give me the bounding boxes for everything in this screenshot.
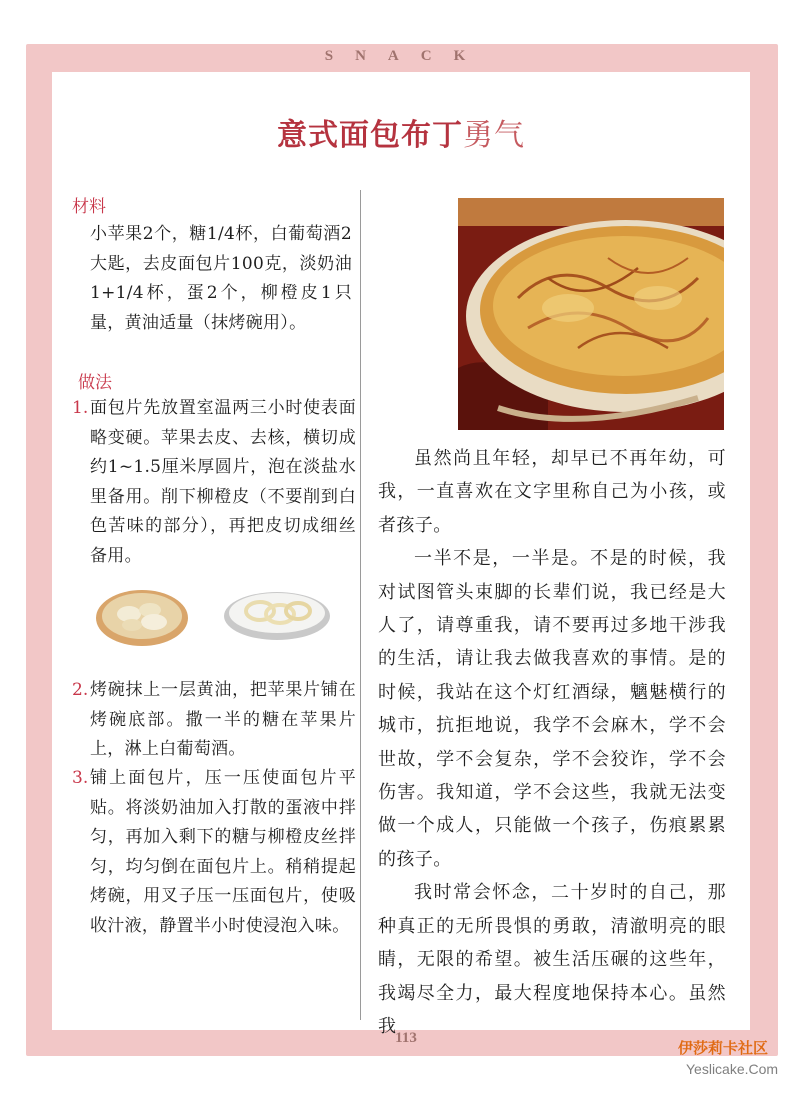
step-text: 烤碗抹上一层黄油，把苹果片铺在烤碗底部。撒一半的糖在苹果片上，淋上白葡萄酒。 <box>90 680 356 759</box>
essay-paragraph-2: 一半不是，一半是。不是的时候，我对试图管头束脚的长辈们说，我已经是大人了，请尊重我，请不要再过多地干涉我的生活，请让我去做我喜欢的事情。是的时候，我站在这个灯红酒绿，魑魅横行的城市，抗拒地说，我学不会麻木，学不会世故，学不会复杂，学不会狡诈，学不会伤害。我知道，学不会这些，我就无法变做一个成人，只能做一个孩子，伤痕累累的孩子。 <box>378 548 726 870</box>
title-main: 意式面包布丁 <box>277 118 463 153</box>
step-number: 3. <box>72 768 89 788</box>
title-accent: 勇气 <box>463 118 525 153</box>
page-panel <box>52 72 750 1037</box>
step-text: 铺上面包片，压一压使面包片平贴。将淡奶油加入打散的蛋液中拌匀，再加入剩下的糖与柳橙皮丝拌匀，均匀倒在面包片上。稍稍提起烤碗，用叉子压一压面包片，使吸收汁液，静置半小时使浸泡入味。 <box>90 768 356 936</box>
page-number: 113 <box>395 1030 417 1046</box>
ingredients-text: 小苹果2个，糖1/4杯，白葡萄酒2大匙，去皮面包片100克，淡奶油1+1/4杯，蛋2个，柳橙皮1只量，黄油适量（抹烤碗用）。 <box>90 224 352 333</box>
essay-paragraph-3: 我时常会怀念，二十岁时的自己，那种真正的无所畏惧的勇敢，清澈明亮的眼睛，无限的希望。被生活压碾的这些年，我竭尽全力，最大程度地保持本心。虽然我 <box>378 882 726 1037</box>
apple-bowl-image <box>94 584 190 648</box>
bread-pudding-photo <box>458 198 724 430</box>
method-step-2 <box>72 676 356 765</box>
apple-rings-plate-image <box>222 584 332 644</box>
column-divider <box>360 190 361 1020</box>
page-title <box>52 110 750 154</box>
step-number: 1. <box>72 398 89 418</box>
step-number: 2. <box>72 680 89 700</box>
section-label: SNACK <box>324 48 488 64</box>
essay-text <box>378 442 726 1043</box>
ingredients-heading: 材料 <box>72 197 106 217</box>
watermark-site-url: Yeslicake.Com <box>686 1061 779 1077</box>
essay-paragraph-1: 虽然尚且年轻，却早已不再年幼，可我，一直喜欢在文字里称自己为小孩，或者孩子。 <box>378 448 726 536</box>
method-heading: 做法 <box>78 373 112 393</box>
method-step-3 <box>72 764 356 941</box>
watermark-site-name: 伊莎莉卡社区 <box>678 1039 769 1057</box>
method-step-1 <box>72 394 356 571</box>
step-text: 面包片先放置室温两三小时使表面略变硬。苹果去皮、去核，横切成约1~1.5厘米厚圆片，泡在淡盐水里备用。削下柳橙皮（不要削到白色苦味的部分），再把皮切成细丝备用。 <box>90 398 356 566</box>
